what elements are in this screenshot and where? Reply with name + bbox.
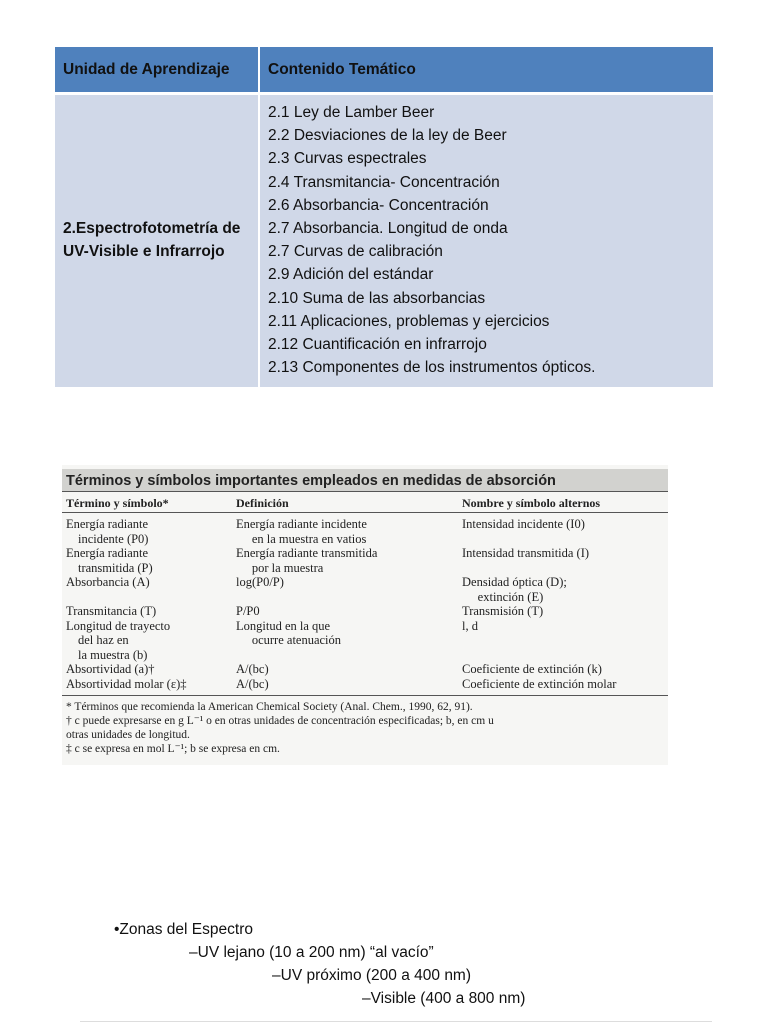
alternate-text <box>462 532 668 547</box>
topic-item: 2.13 Componentes de los instrumentos ópticos. <box>268 359 596 377</box>
content-table <box>55 47 713 387</box>
divider <box>62 512 668 513</box>
page-bottom-rule <box>80 1021 712 1022</box>
term-text: del haz en <box>78 633 129 647</box>
topics-cell <box>259 94 713 388</box>
term-text: Absortividad molar (ε)‡ <box>66 676 187 691</box>
term-text: Transmitancia (T) <box>66 604 157 618</box>
term-text: Absortividad (a)† <box>66 662 155 676</box>
unit-cell: 2.Espectrofotometría de UV-Visible e Infrarrojo <box>55 94 259 388</box>
definition-text: en la muestra en vatios <box>251 531 367 546</box>
terms-row-line <box>62 619 668 634</box>
terms-rows <box>62 517 668 691</box>
header-content: Contenido Temático <box>259 47 713 94</box>
terms-row-line <box>62 546 668 561</box>
topic-item: 2.10 Suma de las absorbancias <box>268 289 486 307</box>
footnote: ‡ c se expresa en mol L⁻¹; b se expresa en cm. <box>66 743 280 755</box>
definition-text: A/(bc) <box>236 676 269 691</box>
terms-row-line <box>62 633 668 648</box>
definition-text: ocurre atenuación <box>251 633 342 647</box>
terms-row-line <box>62 532 668 547</box>
terms-col-definition: Definición <box>236 496 289 510</box>
footnote: * Términos que recomienda la American Chemical Society (Anal. Chem., 1990, 62, 91). <box>66 701 473 713</box>
terms-row-line <box>62 517 668 532</box>
topic-item: 2.2 Desviaciones de la ley de Beer <box>268 127 507 145</box>
alternate-text: extinción (E) <box>477 589 544 604</box>
zone-item: –Visible (400 a 800 nm) <box>362 990 526 1007</box>
definition-text: Energía radiante transmitida <box>236 546 378 560</box>
definition-text: por la muestra <box>251 560 324 575</box>
terms-row-line <box>62 604 668 619</box>
alternate-text: l, d <box>462 618 478 633</box>
terms-row-line <box>62 590 668 605</box>
topic-item: 2.7 Curvas de calibración <box>268 243 443 261</box>
definition-text <box>236 648 462 663</box>
alternate-text <box>462 648 668 663</box>
terms-title: Términos y símbolos importantes empleados en medidas de absorción <box>62 469 668 491</box>
definition-text: Longitud en la que <box>236 618 331 633</box>
alternate-text: Transmisión (T) <box>462 604 544 618</box>
topic-item: 2.4 Transmitancia- Concentración <box>268 173 500 191</box>
alternate-text <box>462 561 668 576</box>
alternate-text: Densidad óptica (D); <box>462 575 567 589</box>
alternate-text <box>462 633 668 648</box>
alternate-text: Coeficiente de extinción molar <box>462 676 617 691</box>
topic-item: 2.3 Curvas espectrales <box>268 150 427 168</box>
term-text: Longitud de trayecto <box>66 618 171 633</box>
terms-row-line <box>62 575 668 590</box>
terms-col-term: Término y símbolo* <box>66 496 169 510</box>
terms-col-alternate: Nombre y símbolo alternos <box>462 496 601 510</box>
term-text: incidente (P0) <box>78 531 149 546</box>
zones-title: •Zonas del Espectro <box>114 921 253 938</box>
spectrum-zones <box>114 918 525 1010</box>
topic-list <box>268 101 705 379</box>
footnote: otras unidades de longitud. <box>66 729 190 741</box>
alternate-text: Coeficiente de extinción (k) <box>462 662 602 676</box>
definition-text: P/P0 <box>236 604 260 618</box>
topic-item: 2.11 Aplicaciones, problemas y ejercicios <box>268 312 550 330</box>
term-text: Absorbancia (A) <box>66 575 150 589</box>
topic-item: 2.12 Cuantificación en infrarrojo <box>268 336 487 354</box>
terms-row-line <box>62 561 668 576</box>
terms-row-line <box>62 648 668 663</box>
topic-item: 2.9 Adición del estándar <box>268 266 434 284</box>
term-text: Energía radiante <box>66 517 149 531</box>
term-text: la muestra (b) <box>78 647 148 662</box>
topic-item: 2.7 Absorbancia. Longitud de onda <box>268 220 508 238</box>
alternate-text: Intensidad incidente (I0) <box>462 517 585 531</box>
zone-item: –UV próximo (200 a 400 nm) <box>272 967 472 984</box>
definition-text: log(P0/P) <box>236 575 284 589</box>
divider <box>62 491 668 492</box>
header-unit: Unidad de Aprendizaje <box>55 47 259 94</box>
definition-text: A/(bc) <box>236 662 269 676</box>
definition-text <box>236 590 462 605</box>
term-text <box>62 590 236 605</box>
alternate-text: Intensidad transmitida (I) <box>462 546 590 560</box>
topic-item: 2.6 Absorbancia- Concentración <box>268 196 489 214</box>
zone-item: –UV lejano (10 a 200 nm) “al vacío” <box>189 944 434 961</box>
definition-text: Energía radiante incidente <box>236 517 367 531</box>
terms-header-row <box>62 494 668 512</box>
divider <box>62 695 668 696</box>
topic-item: 2.1 Ley de Lamber Beer <box>268 104 435 121</box>
term-text: transmitida (P) <box>78 560 153 575</box>
terms-table-image <box>62 465 668 765</box>
terms-row-line <box>62 677 668 692</box>
terms-footnotes <box>62 700 668 756</box>
footnote: † c puede expresarse en g L⁻¹ o en otras unidades de concentración especificadas; b, en cm u <box>66 715 494 727</box>
terms-row-line <box>62 662 668 677</box>
term-text: Energía radiante <box>66 546 149 560</box>
